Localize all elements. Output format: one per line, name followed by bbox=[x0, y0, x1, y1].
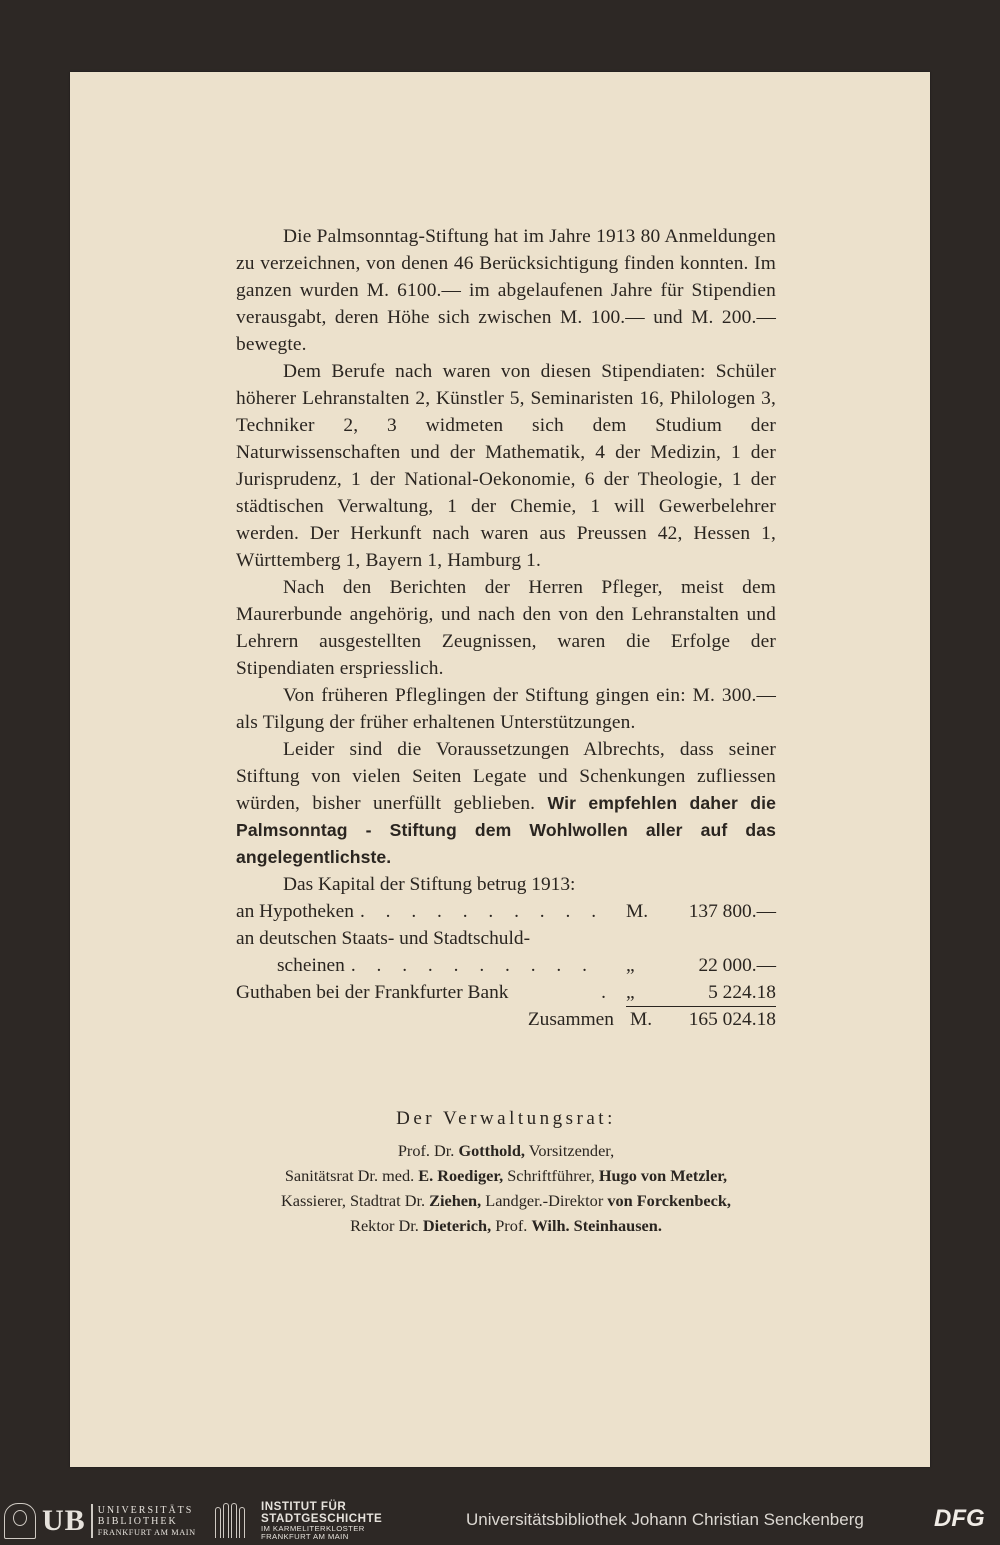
capital-total-row bbox=[236, 1006, 776, 1033]
council-line-1 bbox=[200, 1138, 812, 1163]
council-name: Ziehen, bbox=[429, 1191, 482, 1210]
council-heading: Der Verwaltungsrat: bbox=[396, 1108, 616, 1129]
council-signatures bbox=[200, 1104, 812, 1238]
council-name: von Forckenbeck, bbox=[607, 1191, 731, 1210]
capital-total-currency: M. bbox=[630, 1009, 653, 1030]
council-name: Dieterich, bbox=[422, 1216, 492, 1235]
paragraph-1: Die Palmsonntag-Stiftung hat im Jahre 1913 80 Anmeldungen zu verzeichnen, von denen 46 Berücksichtigung finden konnten. Im ganzen wurden M. 6100.— im abgelaufenen Jahre für Stipendien verausgabt, deren Höhe sich zwischen M. 100.— und M. 200.— bewegte. bbox=[236, 226, 776, 355]
paragraph-2: Dem Berufe nach waren von diesen Stipendiaten: Schüler höherer Lehranstalten 2, Künstler 5, Seminaristen 16, Philologen 3, Techniker 2, 3 widmeten sich dem Studium der Naturwissenschaften und der Mathematik, 4 der Medizin, 1 der Jurisprudenz, 1 der National-Oekonomie, 6 der Theologie, 1 der städtischen Verwaltung, 1 der Chemie, 1 will Gewerbelehrer werden. Der Herkunft nach waren aus Preussen 42, Hessen 1, Württemberg 1, Bayern 1, Hamburg 1. bbox=[236, 361, 776, 571]
capital-row-label: an Hypotheken bbox=[236, 901, 354, 922]
council-line-2 bbox=[200, 1163, 812, 1188]
capital-row-label: Guthaben bei der Frankfurter Bank bbox=[236, 982, 509, 1003]
capital-heading: Das Kapital der Stiftung betrug 1913: bbox=[283, 874, 576, 895]
council-text: Sanitätsrat Dr. med. bbox=[284, 1166, 415, 1185]
capital-row-amount: 5 224.18 bbox=[666, 979, 776, 1007]
capital-row-currency: „ bbox=[626, 979, 666, 1007]
capital-row-amount: 22 000.— bbox=[698, 955, 776, 976]
council-text: Kassierer, Stadtrat Dr. bbox=[281, 1191, 426, 1210]
isg-line: FRANKFURT AM MAIN bbox=[261, 1532, 349, 1541]
paragraph-4: Von früheren Pfleglingen der Stiftung gingen ein: M. 300.— als Tilgung der früher erhaltenen Unterstützungen. bbox=[236, 685, 776, 733]
library-name-link[interactable]: Universitätsbibliothek Johann Christian Senckenberg bbox=[466, 1510, 864, 1529]
council-name: Wilh. Steinhausen. bbox=[531, 1216, 662, 1235]
capital-row-bank bbox=[236, 979, 776, 1006]
council-text: Prof. bbox=[495, 1216, 528, 1235]
council-name: Gotthold, bbox=[458, 1141, 525, 1160]
leader-dots: . bbox=[601, 982, 614, 1003]
leader-dots: . . . . . . . . . . bbox=[350, 955, 595, 976]
capital-row-staats bbox=[236, 925, 776, 952]
capital-total-amount: 165 024.18 bbox=[688, 1009, 776, 1030]
capital-row-amount: 137 800.— bbox=[688, 901, 776, 922]
council-text: Landger.-Direktor bbox=[485, 1191, 604, 1210]
ub-wordmark bbox=[98, 1505, 196, 1538]
isg-logo[interactable] bbox=[215, 1499, 383, 1541]
logo-divider bbox=[91, 1504, 93, 1538]
ub-letters: UB bbox=[42, 1504, 86, 1537]
viewer-footer bbox=[0, 1497, 1000, 1545]
senckenberg-bust-icon bbox=[4, 1503, 36, 1539]
council-name: E. Roediger, bbox=[418, 1166, 504, 1185]
council-text: Rektor Dr. bbox=[350, 1216, 419, 1235]
council-line-4 bbox=[200, 1213, 812, 1238]
capital-row-label: an deutschen Staats- und Stadtschuld- bbox=[236, 928, 531, 949]
isg-wordmark bbox=[261, 1501, 382, 1542]
council-line-3 bbox=[200, 1188, 812, 1213]
council-text: Prof. Dr. bbox=[397, 1141, 455, 1160]
isg-line: INSTITUT FÜR bbox=[261, 1499, 347, 1513]
document-body bbox=[236, 223, 776, 1033]
ub-line: FRANKFURT AM MAIN bbox=[97, 1527, 196, 1537]
isg-line: STADTGESCHICHTE bbox=[261, 1511, 383, 1525]
leader-dots: . . . . . . . . . . bbox=[359, 901, 605, 922]
capital-row-currency: „ bbox=[626, 955, 635, 976]
capital-total-label: Zusammen bbox=[527, 1009, 614, 1030]
paragraph-5-regular: Leider sind die Voraussetzungen Albrechts, dass seiner Stiftung von vielen Seiten Legate und Schenkungen zufliessen würden, bisher unerfüllt geblieben. bbox=[236, 739, 776, 814]
isg-line: IM KARMELITERKLOSTER bbox=[261, 1523, 365, 1533]
dfg-logo[interactable]: DFG bbox=[934, 1505, 985, 1532]
ub-line: BIBLIOTHEK bbox=[97, 1515, 178, 1527]
council-text: Schriftführer, bbox=[507, 1166, 595, 1185]
paragraph-3: Nach den Berichten der Herren Pfleger, meist dem Maurerbunde angehörig, und nach den von den Lehranstalten und Lehrern ausgestellten Zeugnissen, waren die Erfolge der Stipendiaten erspriesslich. bbox=[236, 577, 776, 679]
capital-row-scheinen bbox=[236, 952, 776, 979]
paragraph-5-bold: Wir empfehlen daher die Palmsonntag - Stiftung dem Wohlwollen aller auf das angelegentlichste. bbox=[236, 793, 777, 867]
council-name: Hugo von Metzler, bbox=[598, 1166, 728, 1185]
council-text: Vorsitzender, bbox=[528, 1141, 615, 1160]
capital-row-hypotheken bbox=[236, 898, 776, 925]
capital-row-label: scheinen bbox=[277, 955, 345, 976]
ub-logo[interactable] bbox=[4, 1503, 196, 1539]
paragraph-5 bbox=[236, 736, 776, 871]
capital-row-currency: M. bbox=[626, 901, 649, 922]
arches-icon bbox=[215, 1504, 251, 1538]
ub-line: UNIVERSITÄTS bbox=[97, 1504, 194, 1516]
